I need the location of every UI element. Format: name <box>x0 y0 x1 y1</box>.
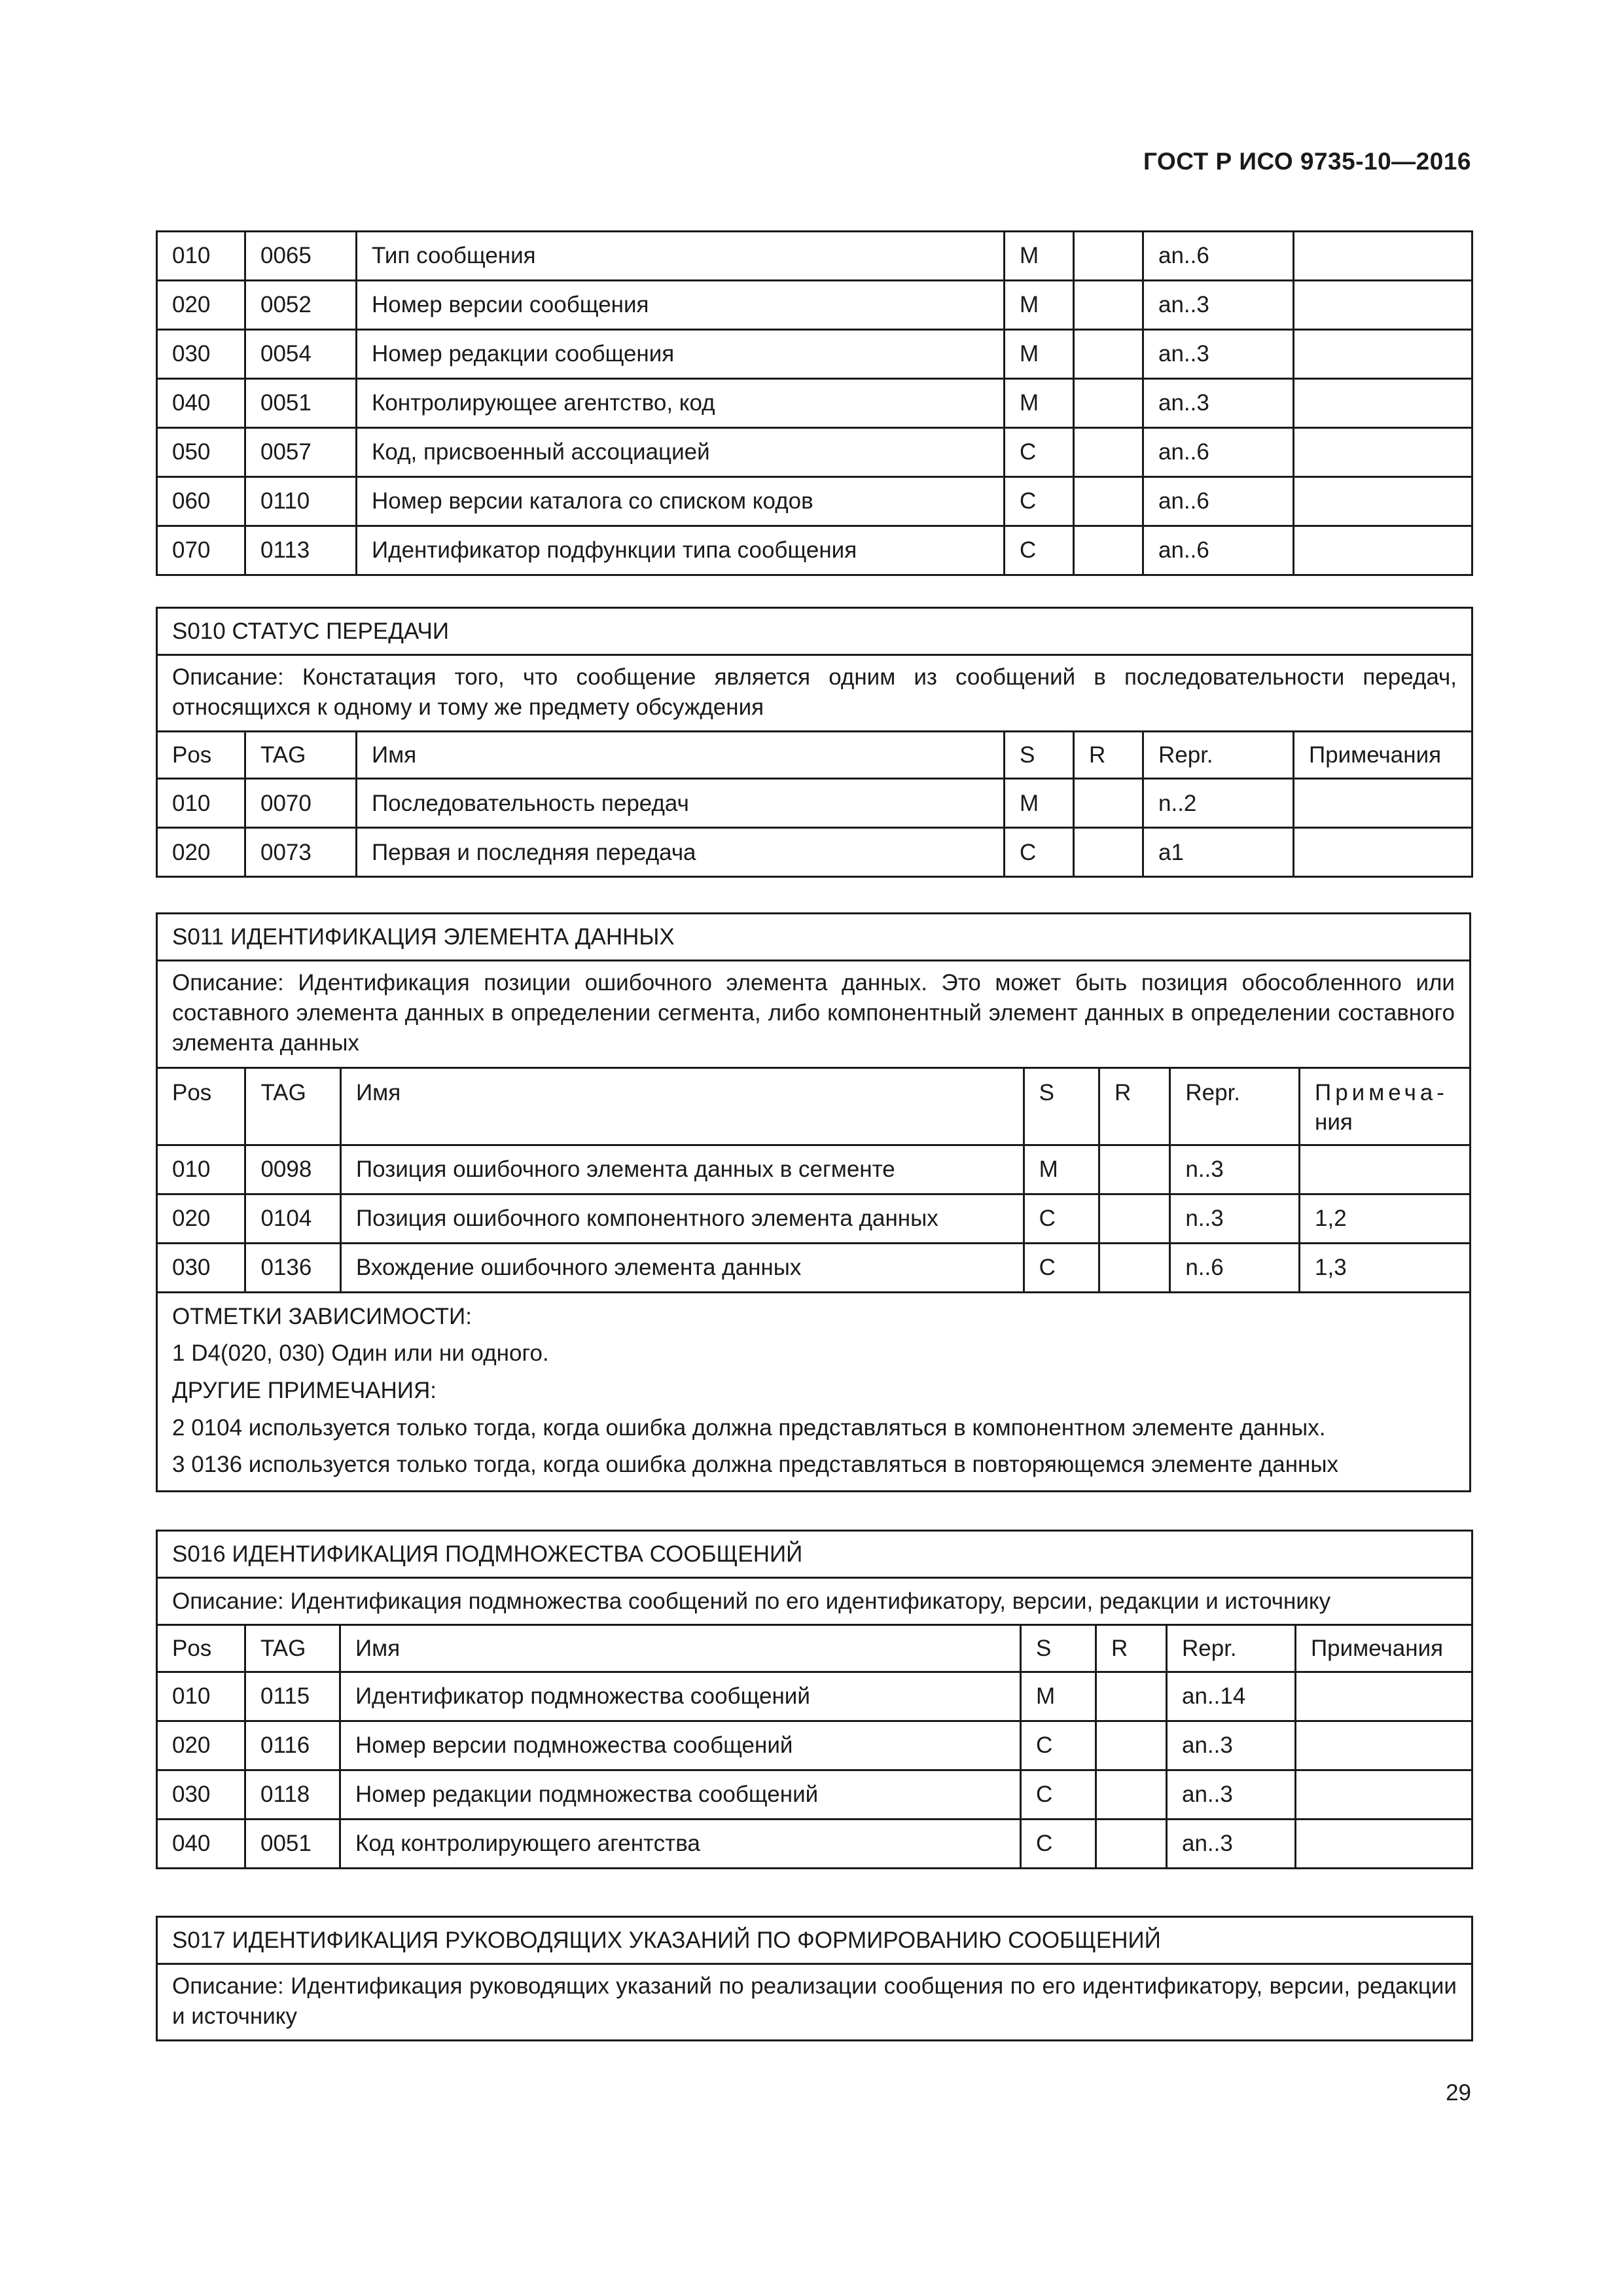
cell-s: M <box>1005 232 1074 281</box>
cell-repr: n..3 <box>1170 1145 1300 1194</box>
cell-repr: n..2 <box>1143 779 1294 828</box>
column-header-notes <box>1300 1067 1471 1145</box>
table-row <box>157 379 1472 428</box>
cell-pos: 020 <box>157 281 245 330</box>
cell-notes <box>1294 477 1472 526</box>
cell-r <box>1099 1194 1169 1243</box>
cell-notes <box>1294 379 1472 428</box>
column-header-repr: Repr. <box>1170 1067 1300 1145</box>
table-row <box>157 526 1472 575</box>
cell-repr: an..3 <box>1167 1820 1296 1869</box>
cell-s: M <box>1021 1672 1096 1721</box>
cell-s: C <box>1005 428 1074 477</box>
table-row <box>157 1672 1472 1721</box>
cell-name: Номер версии сообщения <box>357 281 1005 330</box>
cell-name: Позиция ошибочного элемента данных в сегменте <box>340 1145 1024 1194</box>
cell-notes <box>1296 1721 1472 1770</box>
table-row <box>157 477 1472 526</box>
cell-notes <box>1294 281 1472 330</box>
note-line: 2 0104 используется только тогда, когда ошибка должна представляться в компонентном элементе данных. <box>172 1414 1326 1441</box>
cell-pos: 030 <box>157 330 245 379</box>
cell-name: Идентификатор подмножества сообщений <box>340 1672 1021 1721</box>
cell-s: C <box>1005 526 1074 575</box>
cell-name: Первая и последняя передача <box>357 828 1005 877</box>
column-header-pos: Pos <box>157 1625 245 1672</box>
cell-r <box>1074 232 1143 281</box>
cell-tag: 0070 <box>245 779 357 828</box>
cell-r <box>1096 1672 1167 1721</box>
note-line: 1 D4(020, 030) Один или ни одного. <box>172 1340 549 1367</box>
cell-repr: an..3 <box>1167 1770 1296 1820</box>
column-header-pos: Pos <box>157 1067 245 1145</box>
cell-tag: 0052 <box>245 281 357 330</box>
column-header-r: R <box>1074 732 1143 779</box>
cell-repr: n..6 <box>1170 1243 1300 1292</box>
cell-r <box>1074 779 1143 828</box>
cell-r <box>1099 1145 1169 1194</box>
cell-tag: 0115 <box>245 1672 340 1721</box>
cell-s: M <box>1024 1145 1099 1194</box>
s011-description: Описание: Идентификация позиции ошибочного элемента данных. Это может быть позиция обособленного или составного элемента данных в определении сегмента, либо компонентный элемент данных в определении составного элемента данных <box>157 961 1471 1068</box>
cell-s: M <box>1005 330 1074 379</box>
column-header-tag: TAG <box>245 1067 341 1145</box>
cell-s: C <box>1024 1194 1099 1243</box>
cell-s: C <box>1021 1721 1096 1770</box>
cell-tag: 0073 <box>245 828 357 877</box>
s016-description: Описание: Идентификация подмножества сообщений по его идентификатору, версии, редакции и источнику <box>157 1578 1472 1625</box>
s017-composite-table <box>156 1916 1473 2041</box>
page-number: 29 <box>1446 2080 1471 2106</box>
cell-pos: 040 <box>157 379 245 428</box>
column-header-name: Имя <box>357 732 1005 779</box>
cell-s: C <box>1005 477 1074 526</box>
table-row <box>157 232 1472 281</box>
cell-s: M <box>1005 779 1074 828</box>
cell-notes <box>1294 526 1472 575</box>
cell-name: Номер редакции подмножества сообщений <box>340 1770 1021 1820</box>
s017-title: S017 ИДЕНТИФИКАЦИЯ РУКОВОДЯЩИХ УКАЗАНИЙ ПО ФОРМИРОВАНИЮ СООБЩЕНИЙ <box>157 1917 1472 1964</box>
cell-tag: 0118 <box>245 1770 340 1820</box>
cell-notes: 1,3 <box>1300 1243 1471 1292</box>
cell-name: Последовательность передач <box>357 779 1005 828</box>
cell-name: Контролирующее агентство, код <box>357 379 1005 428</box>
table-row <box>157 828 1472 877</box>
cell-notes <box>1296 1672 1472 1721</box>
cell-tag: 0057 <box>245 428 357 477</box>
cell-s: C <box>1024 1243 1099 1292</box>
cell-pos: 050 <box>157 428 245 477</box>
cell-notes <box>1294 779 1472 828</box>
cell-tag: 0098 <box>245 1145 341 1194</box>
table-row <box>157 1820 1472 1869</box>
table-row <box>157 1770 1472 1820</box>
document-designation: ГОСТ Р ИСО 9735-10—2016 <box>1143 148 1471 175</box>
cell-pos: 030 <box>157 1243 245 1292</box>
cell-repr: an..3 <box>1143 379 1294 428</box>
column-header-repr: Repr. <box>1167 1625 1296 1672</box>
cell-repr: a1 <box>1143 828 1294 877</box>
s010-description: Описание: Констатация того, что сообщение является одним из сообщений в последовательности передач, относящихся к одному и тому же предмету обсуждения <box>157 655 1472 732</box>
table-row <box>157 428 1472 477</box>
column-header-tag: TAG <box>245 732 357 779</box>
s017-description: Описание: Идентификация руководящих указаний по реализации сообщения по его идентификатору, версии, редакции и источнику <box>157 1964 1472 2041</box>
s016-title: S016 ИДЕНТИФИКАЦИЯ ПОДМНОЖЕСТВА СООБЩЕНИЙ <box>157 1531 1472 1578</box>
column-header-notes: Примечания <box>1294 732 1472 779</box>
cell-name: Код контролирующего агентства <box>340 1820 1021 1869</box>
cell-pos: 020 <box>157 828 245 877</box>
cell-name: Номер версии подмножества сообщений <box>340 1721 1021 1770</box>
note-line: ОТМЕТКИ ЗАВИСИМОСТИ: <box>172 1303 472 1329</box>
cell-notes <box>1294 828 1472 877</box>
cell-name: Вхождение ошибочного элемента данных <box>340 1243 1024 1292</box>
table-row <box>157 779 1472 828</box>
column-header-s: S <box>1021 1625 1096 1672</box>
cell-repr: an..3 <box>1143 330 1294 379</box>
cell-repr: an..6 <box>1143 232 1294 281</box>
cell-notes <box>1296 1820 1472 1869</box>
cell-s: C <box>1021 1770 1096 1820</box>
cell-pos: 010 <box>157 1672 245 1721</box>
cell-pos: 010 <box>157 1145 245 1194</box>
table-row <box>157 330 1472 379</box>
cell-pos: 010 <box>157 232 245 281</box>
column-header-s: S <box>1024 1067 1099 1145</box>
table-row <box>157 281 1472 330</box>
cell-repr: an..14 <box>1167 1672 1296 1721</box>
cell-r <box>1074 379 1143 428</box>
cell-r <box>1074 477 1143 526</box>
table-row <box>157 1194 1471 1243</box>
column-header-r: R <box>1099 1067 1169 1145</box>
table-row <box>157 1145 1471 1194</box>
column-header-name: Имя <box>340 1067 1024 1145</box>
cell-notes <box>1294 428 1472 477</box>
segment-elements-table-continued <box>156 230 1473 576</box>
s011-title: S011 ИДЕНТИФИКАЦИЯ ЭЛЕМЕНТА ДАННЫХ <box>157 914 1471 961</box>
cell-r <box>1074 526 1143 575</box>
cell-repr: n..3 <box>1170 1194 1300 1243</box>
cell-tag: 0113 <box>245 526 357 575</box>
cell-name: Код, присвоенный ассоциацией <box>357 428 1005 477</box>
cell-notes <box>1294 330 1472 379</box>
s010-title: S010 СТАТУС ПЕРЕДАЧИ <box>157 608 1472 655</box>
column-header-tag: TAG <box>245 1625 340 1672</box>
cell-pos: 070 <box>157 526 245 575</box>
table-row <box>157 1243 1471 1292</box>
s016-composite-table <box>156 1530 1473 1869</box>
cell-tag: 0116 <box>245 1721 340 1770</box>
cell-s: C <box>1005 828 1074 877</box>
cell-name: Позиция ошибочного компонентного элемента данных <box>340 1194 1024 1243</box>
cell-r <box>1099 1243 1169 1292</box>
table-row <box>157 1721 1472 1770</box>
cell-notes: 1,2 <box>1300 1194 1471 1243</box>
cell-s: C <box>1021 1820 1096 1869</box>
cell-pos: 010 <box>157 779 245 828</box>
s011-notes <box>157 1292 1471 1491</box>
cell-tag: 0110 <box>245 477 357 526</box>
cell-pos: 020 <box>157 1194 245 1243</box>
column-header-s: S <box>1005 732 1074 779</box>
cell-repr: an..6 <box>1143 477 1294 526</box>
s011-composite-table <box>156 912 1471 1492</box>
cell-name: Номер версии каталога со списком кодов <box>357 477 1005 526</box>
column-header-notes: Примечания <box>1296 1625 1472 1672</box>
cell-r <box>1074 281 1143 330</box>
column-header-notes-line-2: ния <box>1315 1109 1353 1136</box>
column-header-pos: Pos <box>157 732 245 779</box>
cell-tag: 0104 <box>245 1194 341 1243</box>
s010-composite-table <box>156 607 1473 878</box>
note-line: 3 0136 используется только тогда, когда ошибка должна представляться в повторяющемся элементе данных <box>172 1452 1339 1478</box>
cell-pos: 040 <box>157 1820 245 1869</box>
cell-repr: an..6 <box>1143 428 1294 477</box>
cell-tag: 0136 <box>245 1243 341 1292</box>
cell-r <box>1096 1820 1167 1869</box>
cell-tag: 0051 <box>245 1820 340 1869</box>
cell-pos: 060 <box>157 477 245 526</box>
cell-s: M <box>1005 281 1074 330</box>
cell-r <box>1074 330 1143 379</box>
cell-notes <box>1300 1145 1471 1194</box>
column-header-notes-line-1: Примеча- <box>1315 1079 1448 1105</box>
cell-pos: 030 <box>157 1770 245 1820</box>
cell-name: Идентификатор подфункции типа сообщения <box>357 526 1005 575</box>
cell-s: M <box>1005 379 1074 428</box>
cell-name: Номер редакции сообщения <box>357 330 1005 379</box>
cell-r <box>1074 828 1143 877</box>
cell-r <box>1074 428 1143 477</box>
cell-name: Тип сообщения <box>357 232 1005 281</box>
cell-notes <box>1296 1770 1472 1820</box>
column-header-r: R <box>1096 1625 1167 1672</box>
note-line: ДРУГИЕ ПРИМЕЧАНИЯ: <box>172 1377 437 1403</box>
cell-pos: 020 <box>157 1721 245 1770</box>
cell-repr: an..6 <box>1143 526 1294 575</box>
cell-tag: 0051 <box>245 379 357 428</box>
cell-r <box>1096 1721 1167 1770</box>
cell-repr: an..3 <box>1167 1721 1296 1770</box>
cell-r <box>1096 1770 1167 1820</box>
cell-repr: an..3 <box>1143 281 1294 330</box>
cell-tag: 0065 <box>245 232 357 281</box>
cell-tag: 0054 <box>245 330 357 379</box>
column-header-name: Имя <box>340 1625 1021 1672</box>
cell-notes <box>1294 232 1472 281</box>
column-header-repr: Repr. <box>1143 732 1294 779</box>
